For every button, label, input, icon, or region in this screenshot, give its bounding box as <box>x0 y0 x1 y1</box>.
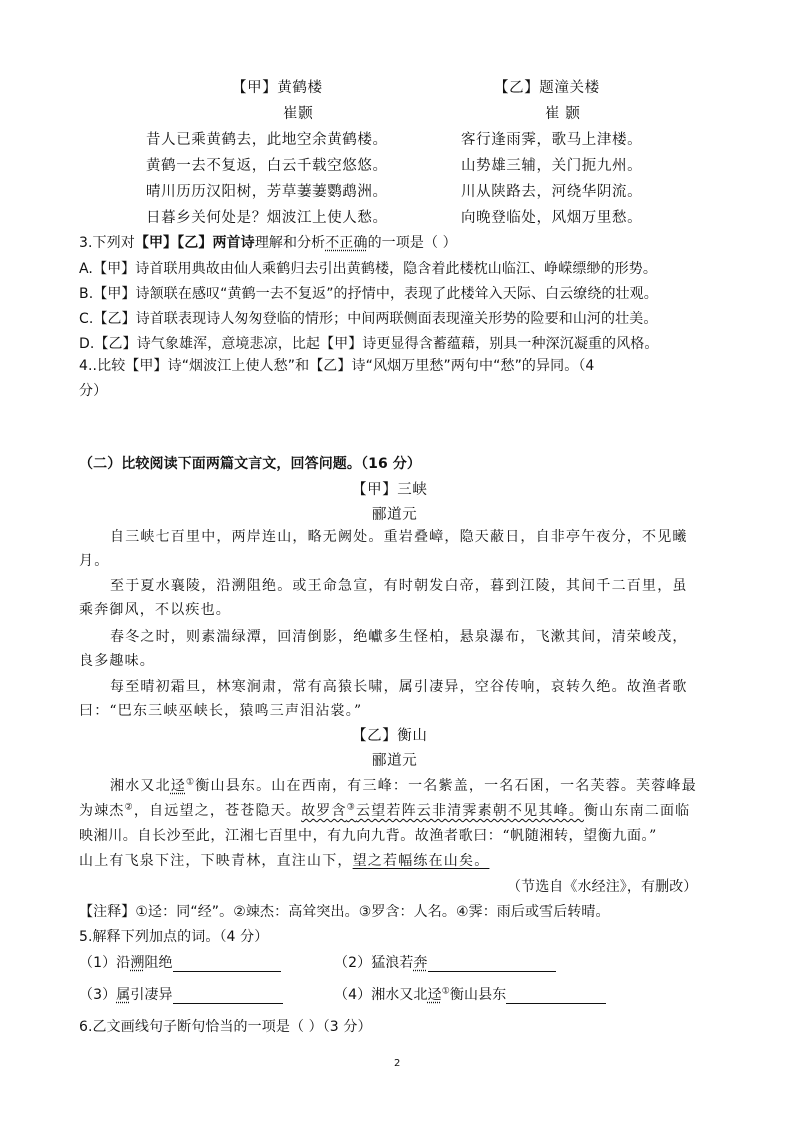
q5-item-4-c: 衡山县东 <box>449 987 507 1003</box>
jia-title: 【甲】三峡 <box>352 482 428 498</box>
q5-item-3 <box>79 984 283 1004</box>
q5-item-3-c: 引凄异 <box>130 987 173 1003</box>
poem-jia-line-1: 昔人已乘黄鹤去，此地空余黄鹤楼。 <box>146 132 388 148</box>
q3-stem-b: 【甲】【乙】两首诗 <box>134 235 255 251</box>
q5-item-3-blank[interactable] <box>173 989 283 1004</box>
yi-line-1-a: 湘水又北 <box>110 778 171 794</box>
yi-line-2-b: ，自远望之，苍苍隐天。 <box>133 803 302 819</box>
yi-line-1 <box>110 775 697 795</box>
annotations: 【注释】①迳：同“经”。②竦杰：高耸突出。③罗含：人名。④霁：雨后或雪后转晴。 <box>79 904 610 920</box>
section2-heading: （二）比较阅读下面两篇文言文，回答问题。（16 分） <box>79 456 421 472</box>
yi-line-2-e: 衡山东南二面临 <box>583 803 691 819</box>
poem-jia-line-3: 晴川历历汉阳树，芳草萋萋鹦鹉洲。 <box>146 184 388 200</box>
yi-line-4 <box>79 850 489 870</box>
jia-line-5: 春冬之时，则素湍绿潭，回清倒影，绝巘多生怪柏，悬泉瀑布，飞漱其间，清荣峻茂， <box>110 629 688 645</box>
q5-item-1 <box>79 952 281 972</box>
yi-line-3: 映湘川。自长沙至此，江湘七百里中，有九向九背。故渔者歌曰：“帆随湘转，望衡九面。” <box>79 828 657 844</box>
q5-item-2 <box>334 952 556 972</box>
yi-title: 【乙】衡山 <box>352 728 428 744</box>
q5-item-4 <box>334 984 606 1004</box>
poem-yi-line-2: 山势雄三辅，关门扼九州。 <box>461 158 643 174</box>
poem-yi-line-3: 川从陕路去，河绕华阴流。 <box>461 184 643 200</box>
jia-line-2: 月。 <box>79 553 110 569</box>
jia-line-1: 自三峡七百里中，两岸连山，略无阙处。重岩叠嶂，隐天蔽日，自非亭午夜分，不见曦 <box>110 529 688 545</box>
q3-option-c: C.【乙】诗首联表现诗人匆匆登临的情形；中间两联侧面表现潼关形势的险要和山河的壮美。 <box>79 311 658 327</box>
q3-stem-c: 理解和分析 <box>254 235 326 251</box>
jia-line-6: 良多趣味。 <box>79 653 155 669</box>
q5-item-4-a: （4）湘水又北 <box>334 987 428 1003</box>
q5-item-2-blank[interactable] <box>428 957 556 972</box>
poem-yi-line-4: 向晚登临处，风烟万里愁。 <box>461 210 643 226</box>
yi-line-2-note: ② <box>124 802 134 813</box>
q5-item-1-c: 阻绝 <box>144 955 173 971</box>
q3-stem-d: 不正确 <box>325 235 368 251</box>
poem-yi-line-1: 客行逢雨霁，歌马上津楼。 <box>461 132 643 148</box>
page-number: 2 <box>394 1058 401 1069</box>
q3-option-d: D.【乙】诗气象雄浑，意境悲凉，比起【甲】诗更显得含蓄蕴藉，别具一种深沉凝重的风格。 <box>79 336 659 352</box>
jia-line-4: 乘奔御风，不以疾也。 <box>79 602 231 618</box>
q5-item-4-note: ① <box>441 986 450 997</box>
yi-line-1-note: ① <box>186 777 196 788</box>
yi-author: 郦道元 <box>372 753 418 769</box>
yi-underlined-sentence <box>301 803 584 819</box>
yi-line-1-jing: 迳 <box>170 778 187 794</box>
jia-line-7: 每至晴初霜旦，林寒涧肃，常有高猿长啸，属引凄异，空谷传响，哀转久绝。故渔者歌 <box>110 679 688 695</box>
poem-jia-title: 【甲】黄鹤楼 <box>232 80 323 96</box>
q5-item-2-a: （2）猛浪若 <box>334 955 414 971</box>
q6-stem: 6.乙文画线句子断句恰当的一项是（ ）（3 分） <box>79 1019 372 1035</box>
poem-jia-line-4: 日暮乡关何处是？烟波江上使人愁。 <box>146 210 388 226</box>
q4-line-2: 分） <box>79 383 108 399</box>
poem-jia-author: 崔颢 <box>283 106 314 122</box>
q5-item-3-a: （3） <box>79 987 117 1003</box>
yi-line-1-c: 衡山县东。山在西南，有三峰：一名紫盖，一名石囷，一名芙蓉。芙蓉峰最 <box>195 778 697 794</box>
jia-author: 郦道元 <box>372 507 418 523</box>
q3-stem-e: 的一项是（ ） <box>367 235 457 251</box>
q5-item-1-blank[interactable] <box>173 957 281 972</box>
q4-line-1: 4..比较【甲】诗“烟波江上使人愁”和【乙】诗“风烟万里愁”两句中“愁”的异同。（4 <box>79 358 595 374</box>
yi-line-4-b: 望之若幅练在山矣。 <box>352 853 490 869</box>
q3-stem <box>79 232 457 252</box>
q5-item-3-dotted: 属 <box>116 987 131 1003</box>
q5-item-2-dotted: 奔 <box>413 955 428 971</box>
q3-option-a: A.【甲】诗首联用典故由仙人乘鹤归去引出黄鹤楼，隐含着此楼枕山临江、峥嵘缥缈的形势。 <box>79 261 657 277</box>
yi-line-2 <box>79 800 690 820</box>
q5-stem: 5.解释下列加点的词。（4 分） <box>79 929 269 945</box>
poem-yi-title: 【乙】题潼关楼 <box>494 80 600 96</box>
yi-line-2-a: 为竦杰 <box>79 803 125 819</box>
yi-line-2-c: 故罗含 <box>301 803 347 819</box>
source-note: （节选自《水经注》，有删改） <box>507 879 698 895</box>
q5-item-1-dotted: 溯 <box>130 955 145 971</box>
yi-line-4-a: 山上有飞泉下注，下映青林，直注山下， <box>79 853 353 869</box>
jia-line-8: 曰：“巴东三峡巫峡长，猿鸣三声泪沾裳。” <box>79 703 363 719</box>
q3-stem-a: 3.下列对 <box>79 235 135 251</box>
poem-yi-author: 崔 颢 <box>545 106 581 122</box>
q5-item-4-dotted: 迳 <box>427 987 442 1003</box>
poem-jia-line-2: 黄鹤一去不复返，白云千载空悠悠。 <box>146 158 388 174</box>
yi-line-2-note-2: ③ <box>346 802 356 813</box>
yi-line-2-d: 云望若阵云非清霁素朝不见其峰。 <box>355 803 584 819</box>
jia-line-3: 至于夏水襄陵，沿溯阻绝。或王命急宣，有时朝发白帝，暮到江陵，其间千二百里，虽 <box>110 578 688 594</box>
q5-item-4-blank[interactable] <box>506 989 606 1004</box>
q3-option-b: B.【甲】诗颔联在感叹“黄鹤一去不复返”的抒情中，表现了此楼耸入天际、白云缭绕的壮观。 <box>79 286 658 302</box>
q5-item-1-a: （1）沿 <box>79 955 131 971</box>
